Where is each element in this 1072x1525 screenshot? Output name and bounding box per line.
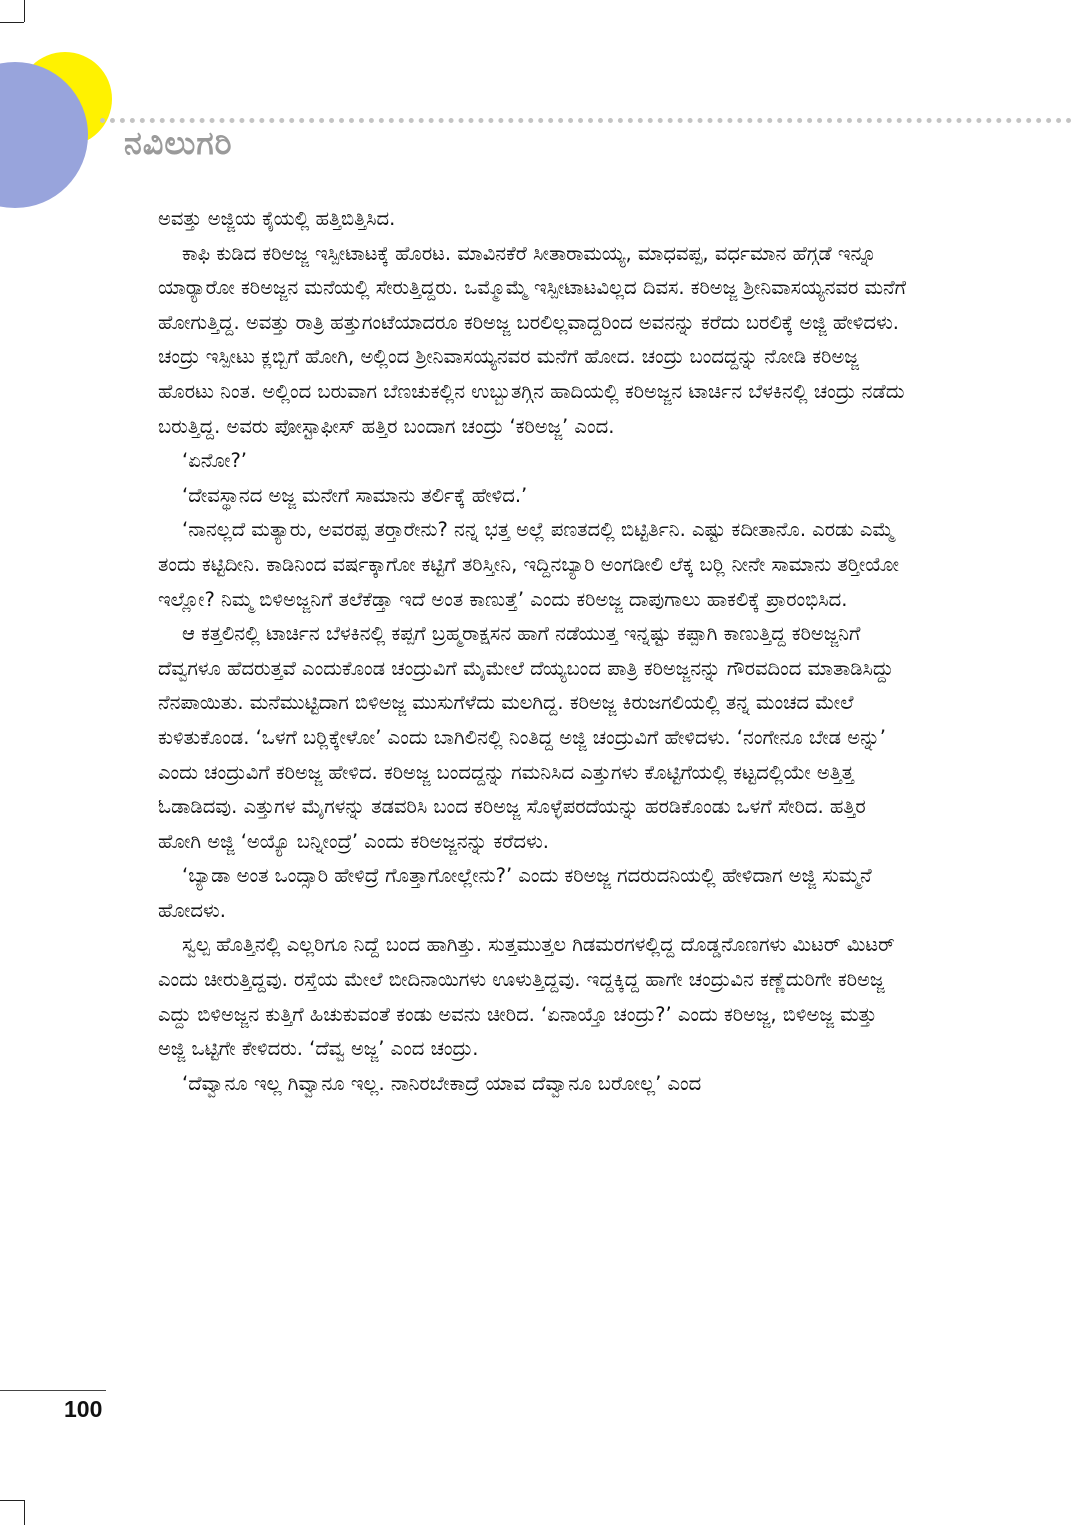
- paragraph: ‘ಬ್ಯಾಡಾ ಅಂತ ಒಂದ್ಸಾರಿ ಹೇಳಿದ್ರೆ ಗೊತ್ತಾಗೋಲ್ಲೇನು?’ ಎಂದು ಕರಿಅಜ್ಜ ಗದರುದನಿಯಲ್ಲಿ ಹೇಳಿದಾಗ ಅಜ್ಜಿ ಸುಮ್ಮನೆ ಹೋದಳು.: [158, 864, 872, 922]
- paragraph: ‘ಏನೋ?’: [182, 449, 248, 473]
- page-number: 100: [64, 1396, 103, 1422]
- crop-mark-top-vertical: [24, 0, 25, 22]
- paragraph: ಕಾಫಿ ಕುಡಿದ ಕರಿಅಜ್ಜ ಇಸ್ಪೀಟಾಟಕ್ಕೆ ಹೊರಟ. ಮಾವಿನಕೆರೆ ಸೀತಾರಾಮಯ್ಯ, ಮಾಧವಪ್ಪ, ವರ್ಧಮಾನ ಹೆಗ್ಗಡೆ ಇನ್ನೂ ಯಾರ್‍ಯಾರೋ ಕರಿಅಜ್ಜನ ಮನೆಯಲ್ಲಿ ಸೇರುತ್ತಿದ್ದರು. ಒಮ್ಮೊಮ್ಮೆ ಇಸ್ಪೀಟಾಟವಿಲ್ಲದ ದಿವಸ. ಕರಿಅಜ್ಜ ಶ್ರೀನಿವಾಸಯ್ಯನವರ ಮನೆಗೆ ಹೋಗುತ್ತಿದ್ದ. ಅವತ್ತು ರಾತ್ರಿ ಹತ್ತುಗಂಟೆಯಾದರೂ ಕರಿಅಜ್ಜ ಬರಲಿಲ್ಲವಾದ್ದರಿಂದ ಅವನನ್ನು ಕರೆದು ಬರಲಿಕ್ಕೆ ಅಜ್ಜಿ ಹೇಳಿದಳು. ಚಂದ್ರು ಇಸ್ಪೀಟು ಕ್ಲಬ್ಬಿಗೆ ಹೋಗಿ, ಅಲ್ಲಿಂದ ಶ್ರೀನಿವಾಸಯ್ಯನವರ ಮನೆಗೆ ಹೋದ. ಚಂದ್ರು ಬಂದದ್ದನ್ನು ನೋಡಿ ಕರಿಅಜ್ಜ ಹೊರಟು ನಿಂತ. ಅಲ್ಲಿಂದ ಬರುವಾಗ ಬೆಣಚುಕಲ್ಲಿನ ಉಬ್ಬುತಗ್ಗಿನ ಹಾದಿಯಲ್ಲಿ ಕರಿಅಜ್ಜನ ಟಾರ್ಚಿನ ಬೆಳಕಿನಲ್ಲಿ ಚಂದ್ರು ನಡೆದು ಬರುತ್ತಿದ್ದ. ಅವರು ಪೋಸ್ಟಾಫೀಸ್ ಹತ್ತಿರ ಬಂದಾಗ ಚಂದ್ರು ‘ಕರಿಅಜ್ಜ’ ಎಂದ.: [158, 241, 906, 438]
- paragraph: ‘ದೇವಸ್ಥಾನದ ಅಜ್ಜ ಮನೇಗೆ ಸಾಮಾನು ತರ್ಲಿಕ್ಕೆ ಹೇಳಿದ.’: [182, 483, 528, 507]
- crop-mark-bottom-vertical: [24, 1500, 25, 1525]
- paragraph: ಅವತ್ತು ಅಜ್ಜಿಯ ಕೈಯಲ್ಲಿ ಹತ್ತಿಬಿತ್ತಿಸಿದ.: [158, 207, 396, 230]
- paragraph: ‘ನಾನಲ್ಲದೆ ಮತ್ಯಾರು, ಅವರಪ್ಪ ತರ್‍ತಾರೇನು? ನನ್ನ ಭತ್ತ ಅಲ್ಲೆ ಪಣತದಲ್ಲಿ ಬಿಟ್ಟಿರ್ತಿನಿ. ಎಷ್ಟು ಕದೀತಾನೊ. ಎರಡು ಎಮ್ಮೆ ತಂದು ಕಟ್ಟಿದೀನಿ. ಕಾಡಿನಿಂದ ವರ್ಷಕ್ಕಾಗೋ ಕಟ್ಟಿಗೆ ತರಿಸ್ತೀನಿ, ಇದ್ದಿನಬ್ಯಾರಿ ಅಂಗಡೀಲಿ ಲೆಕ್ಕ ಬರ್‍ಲಿ ನೀನೇ ಸಾಮಾನು ತರ್‍ತೀಯೋ ಇಲ್ಲೋ? ನಿಮ್ಮ ಬಿಳಿಅಜ್ಜನಿಗೆ ತಲೆಕೆಡ್ತಾ ಇದೆ ಅಂತ ಕಾಣುತ್ತೆ’ ಎಂದು ಕರಿಅಜ್ಜ ದಾಪುಗಾಲು ಹಾಕಲಿಕ್ಕೆ ಪ್ರಾರಂಭಿಸಿದ.: [158, 518, 899, 611]
- body-text: [158, 202, 908, 1101]
- paragraph: ಸ್ವಲ್ಪ ಹೊತ್ತಿನಲ್ಲಿ ಎಲ್ಲರಿಗೂ ನಿದ್ದೆ ಬಂದ ಹಾಗಿತ್ತು. ಸುತ್ತಮುತ್ತಲ ಗಿಡಮರಗಳಲ್ಲಿದ್ದ ದೊಡ್ಡನೊಣಗಳು ಮಿಟರ್ ಮಿಟರ್ ಎಂದು ಚೀರುತ್ತಿದ್ದವು. ರಸ್ತೆಯ ಮೇಲೆ ಬೀದಿನಾಯಿಗಳು ಊಳುತ್ತಿದ್ದವು. ಇದ್ದಕ್ಕಿದ್ದ ಹಾಗೇ ಚಂದ್ರುವಿನ ಕಣ್ಣೆದುರಿಗೇ ಕರಿಅಜ್ಜ ಎದ್ದು ಬಿಳಿಅಜ್ಜನ ಕುತ್ತಿಗೆ ಹಿಚುಕುವಂತೆ ಕಂಡು ಅವನು ಚೀರಿದ. ‘ಏನಾಯ್ತೊ ಚಂದ್ರು?’ ಎಂದು ಕರಿಅಜ್ಜ, ಬಿಳಿಅಜ್ಜ ಮತ್ತು ಅಜ್ಜಿ ಒಟ್ಟಿಗೇ ಕೇಳಿದರು. ‘ದೆವ್ವ ಅಜ್ಜ’ ಎಂದ ಚಂದ್ರು.: [158, 933, 895, 1061]
- footer-rule: [0, 1390, 106, 1391]
- crop-mark-top-horizontal: [0, 22, 24, 23]
- header-dotted-rule: [100, 118, 1072, 123]
- crop-mark-bottom-horizontal: [0, 1500, 24, 1501]
- running-header-title: ನವಿಲುಗರಿ: [124, 124, 233, 162]
- paragraph: ಆ ಕತ್ತಲಿನಲ್ಲಿ ಟಾರ್ಚಿನ ಬೆಳಕಿನಲ್ಲಿ ಕಪ್ಪಗೆ ಬ್ರಹ್ಮರಾಕ್ಷಸನ ಹಾಗೆ ನಡೆಯುತ್ತ ಇನ್ನಷ್ಟು ಕಪ್ಪಾಗಿ ಕಾಣುತ್ತಿದ್ದ ಕರಿಅಜ್ಜನಿಗೆ ದೆವ್ವಗಳೂ ಹೆದರುತ್ತವೆ ಎಂದುಕೊಂಡ ಚಂದ್ರುವಿಗೆ ಮೈಮೇಲೆ ದೆಯ್ಯಬಂದ ಪಾತ್ರಿ ಕರಿಅಜ್ಜನನ್ನು ಗೌರವದಿಂದ ಮಾತಾಡಿಸಿದ್ದು ನೆನಪಾಯಿತು. ಮನೆಮುಟ್ಟಿದಾಗ ಬಿಳಿಅಜ್ಜ ಮುಸುಗೆಳೆದು ಮಲಗಿದ್ದ. ಕರಿಅಜ್ಜ ಕಿರುಜಗಲಿಯಲ್ಲಿ ತನ್ನ ಮಂಚದ ಮೇಲೆ ಕುಳಿತುಕೊಂಡ. ‘ಒಳಗೆ ಬರ್‍ಲಿಕ್ಕೇಳೋ’ ಎಂದು ಬಾಗಿಲಿನಲ್ಲಿ ನಿಂತಿದ್ದ ಅಜ್ಜಿ ಚಂದ್ರುವಿಗೆ ಹೇಳಿದಳು. ‘ನಂಗೇನೂ ಬೇಡ ಅನ್ನು’ ಎಂದು ಚಂದ್ರುವಿಗೆ ಕರಿಅಜ್ಜ ಹೇಳಿದ. ಕರಿಅಜ್ಜ ಬಂದದ್ದನ್ನು ಗಮನಿಸಿದ ಎತ್ತುಗಳು ಕೊಟ್ಟಿಗೆಯಲ್ಲಿ ಕಟ್ಟದಲ್ಲಿಯೇ ಅತ್ತಿತ್ತ ಓಡಾಡಿದವು. ಎತ್ತುಗಳ ಮೈಗಳನ್ನು ತಡವರಿಸಿ ಬಂದ ಕರಿಅಜ್ಜ ಸೊಳ್ಳೆಪರದೆಯನ್ನು ಹರಡಿಕೊಂಡು ಒಳಗೆ ಸೇರಿದ. ಹತ್ತಿರ ಹೋಗಿ ಅಜ್ಜಿ ‘ಅಯ್ಯೊ ಬನ್ನೀಂದ್ರೆ’ ಎಂದು ಕರಿಅಜ್ಜನನ್ನು ಕರೆದಳು.: [158, 622, 894, 853]
- paragraph: ‘ದೆವ್ವಾನೂ ಇಲ್ಲ ಗಿವ್ವಾನೂ ಇಲ್ಲ. ನಾನಿರಬೇಕಾದ್ರೆ ಯಾವ ದೆವ್ವಾನೂ ಬರೋಲ್ಲ’ ಎಂದ: [182, 1071, 702, 1095]
